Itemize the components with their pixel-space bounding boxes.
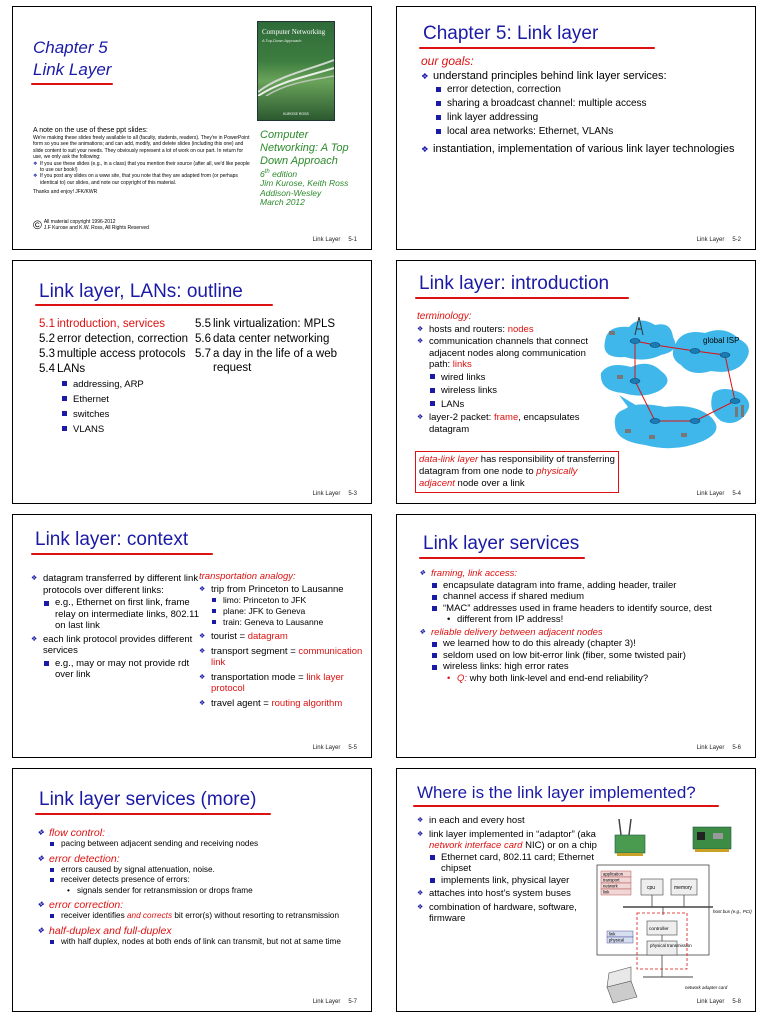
term-text: communication channels that connect adjacent nodes along communication path: (429, 336, 588, 370)
term-text: layer-2 packet: (429, 412, 494, 423)
analogy-text: transportation mode = (211, 671, 307, 683)
slide-introduction (396, 260, 756, 504)
definition-highlight: data-link layer (419, 454, 479, 465)
controller-label: controller (649, 927, 669, 932)
impl-text: NIC) or on a chip (522, 840, 597, 851)
chapter-title (33, 37, 111, 81)
outline-item (39, 347, 195, 361)
book-cover-image (257, 21, 335, 121)
context-column-left (31, 571, 201, 681)
terminology-label: terminology: (417, 311, 472, 322)
chapter-title-line1: Chapter 5 (33, 38, 108, 57)
slide-title: Where is the link layer implemented? (417, 783, 696, 802)
note-heading: A note on the use of these ppt slides: (33, 127, 148, 134)
definition-highlight: physically adjacent (419, 466, 578, 489)
highway-graphic (258, 56, 334, 96)
page-number: 5-4 (732, 491, 741, 497)
copyright-line: J.F Kurose and K.W. Ross, All Rights Reserved (43, 225, 149, 231)
edition-suffix: th (264, 169, 270, 175)
host-adapter-diagram (593, 817, 753, 1007)
outline-text: link virtualization: MPLS (213, 318, 336, 330)
service-subitem: encapsulate datagram into frame, adding header, trailer (431, 580, 745, 592)
edition-word: edition (269, 168, 298, 179)
outline-subitem: addressing, ARP (61, 377, 195, 392)
outline-text: introduction, services (57, 318, 166, 330)
slide-footer (305, 237, 357, 243)
term-item (417, 324, 597, 336)
adapter-card-label: network adapter card (685, 985, 728, 990)
edition-number: 6 (260, 168, 265, 179)
cpu-label: cpu (647, 885, 656, 891)
analogy-item: ❖ trip from Princeton to Lausanne (199, 584, 371, 596)
slide-context (12, 514, 372, 758)
outline-number: 5.1 (39, 318, 55, 330)
footer-label: Link Layer (696, 745, 725, 751)
slide-title: Link layer services (423, 533, 580, 554)
service-subitem: we learned how to do this already (chapter 3)! (431, 638, 745, 650)
ppt-note (33, 126, 253, 196)
slide-services-more (12, 768, 372, 1012)
title-underline (31, 83, 113, 85)
physical-tx-label (650, 943, 692, 948)
link-type: wired links (429, 371, 597, 385)
title-underline (35, 813, 271, 815)
outline-number: 5.4 (39, 363, 55, 375)
wireless-card-image (615, 819, 645, 856)
term-text: , encapsulates datagram (429, 412, 580, 435)
analogy-subitem: train: Geneva to Lausanne (211, 617, 371, 628)
title-underline (415, 297, 629, 299)
analogy-text: transport segment = (211, 645, 299, 657)
outline-number: 5.3 (39, 348, 55, 360)
goal-subitem: local area networks: Ethernet, VLANs (435, 125, 741, 139)
slide-footer (689, 491, 741, 497)
network-diagram (595, 311, 755, 461)
definition-text: node over a link (454, 478, 525, 489)
service-heading: ❖ error correction: (37, 899, 359, 911)
slide-title: Chapter 5: Link layer (423, 23, 599, 44)
slide-title: Link layer: context (35, 529, 189, 550)
context-item: ❖ each link protocol provides different services (31, 634, 201, 657)
analogy-subitem: limo: Princeton to JFK (211, 595, 371, 606)
link-type: wireless links (429, 384, 597, 398)
book-cover-subtitle: A Top-Down Approach (262, 38, 302, 43)
slide-outline (12, 260, 372, 504)
title-underline (31, 553, 213, 555)
slide-title: Link layer services (more) (39, 789, 257, 810)
analogy-item (199, 698, 371, 710)
service-subitem: receiver detects presence of errors: (49, 875, 359, 886)
service-subitem: seldom used on low bit-error link (fiber, some twisted pair) (431, 650, 745, 662)
service-heading: ❖ flow control: (37, 827, 359, 839)
outline-text: multiple access protocols (57, 348, 186, 360)
slide-services (396, 514, 756, 758)
analogy-item (199, 672, 371, 695)
enterprise-network-cloud (615, 404, 717, 448)
goal-subitem: link layer addressing (435, 111, 741, 125)
global-isp-label: global ISP (703, 336, 740, 345)
analogy-highlight: communication link (211, 645, 363, 668)
impl-item: ❖ in each and every host (417, 815, 597, 827)
term-item (417, 412, 597, 435)
context-subitem: e.g., Ethernet on first link, frame relay on intermediate links, 802.11 on last link (43, 597, 201, 632)
copyright-icon: © (33, 218, 42, 232)
footer-label: Link Layer (312, 491, 341, 497)
service-text: receiver identifies (61, 911, 127, 920)
footer-label: Link Layer (312, 745, 341, 751)
outline-item (39, 362, 195, 376)
slide-footer (305, 491, 357, 497)
analogy-highlight: link layer protocol (211, 671, 344, 694)
analogy-item (199, 631, 371, 643)
copyright (33, 219, 149, 231)
stack-layer-label: physical (609, 937, 625, 943)
outline-item (195, 347, 365, 375)
slide-implementation (396, 768, 756, 1012)
analogy-highlight: routing algorithm (271, 697, 343, 709)
protocol-stack (601, 871, 631, 895)
footer-label: Link Layer (312, 999, 341, 1005)
copyright-line: All material copyright 1996-2012 (43, 219, 116, 225)
book-title-line: Down Approach (260, 155, 338, 167)
outline-number: 5.7 (195, 348, 211, 360)
outline-number: 5.2 (39, 333, 55, 345)
service-text: bit error(s) without resorting to retransmission (172, 911, 340, 920)
outline-subitem: Ethernet (61, 392, 195, 407)
slide-footer (689, 237, 741, 243)
service-highlight: and corrects (126, 911, 173, 920)
services-list (419, 567, 745, 684)
service-detail: • signals sender for retransmission or drops frame (67, 886, 359, 897)
term-highlight: nodes (507, 323, 534, 335)
services-more-list (37, 827, 359, 947)
slide-footer (689, 745, 741, 751)
book-date: March 2012 (260, 197, 305, 208)
page-number: 5-3 (348, 491, 357, 497)
stack-layer-label: network (603, 883, 618, 889)
page-number: 5-1 (348, 237, 357, 243)
analogy-label: transportation analogy: (199, 571, 296, 582)
outline-subitem: switches (61, 407, 195, 422)
outline-subitem: VLANS (61, 422, 195, 437)
title-underline (419, 47, 655, 49)
analogy-subitem: plane: JFK to Geneva (211, 606, 371, 617)
slide-footer (689, 999, 741, 1005)
question-text: why both link-level and end-end reliability? (467, 672, 649, 684)
ethernet-card-image (693, 827, 731, 852)
implementation-list (417, 815, 597, 925)
term-highlight: links (452, 359, 472, 370)
impl-item: ❖ attaches into host’s system buses (417, 888, 597, 900)
note-text: We're making these slides freely available to all (faculty, students, readers). They're in PowerPoint form so you see the animations; and can add, modify, and delete slides (including this one) and slide content to suit your needs. They obviously represent a lot of work on our part. In return for use, we only ask the following: (33, 135, 250, 161)
chapter-title-line2: Link Layer (33, 60, 112, 79)
slide-footer (305, 999, 357, 1005)
service-subitem (49, 911, 359, 922)
service-heading: ❖ error detection: (37, 853, 359, 865)
book-info (260, 129, 349, 208)
impl-text: link layer implemented in “adaptor” (aka (429, 828, 596, 840)
link-type: LANs (429, 398, 597, 412)
adapter-stack (607, 931, 633, 943)
page-number: 5-5 (348, 745, 357, 751)
book-title-line: Networking: A Top (260, 142, 349, 154)
service-subitem: wireless links: high error rates (431, 661, 745, 673)
goals-list (421, 55, 741, 156)
footer-label: Link Layer (312, 237, 341, 243)
book-cover-title: Computer Networking (262, 28, 326, 36)
impl-item: ❖ combination of hardware, software, firmware (417, 902, 597, 925)
outline-number: 5.5 (195, 318, 211, 330)
outline-item (195, 317, 365, 331)
stack-layer-label: link (603, 889, 610, 895)
term-item (417, 336, 597, 371)
analogy-item (199, 646, 371, 669)
outline-column-right (195, 317, 365, 376)
host-bus-label: host bus (e.g., PCI) (713, 909, 752, 914)
service-subitem: “MAC” addresses used in frame headers to identify source, dest (431, 603, 745, 615)
stack-layer-label: application (603, 871, 624, 877)
goal-subitem: error detection, correction (435, 83, 741, 97)
outline-item (195, 332, 365, 346)
service-subitem: pacing between adjacent sending and receiving nodes (49, 839, 359, 850)
book-cover-authors: KUROSE ROSS (283, 112, 309, 116)
page-number: 5-8 (732, 999, 741, 1005)
outline-text: a day in the life of a web request (213, 348, 338, 374)
title-underline (413, 805, 719, 807)
footer-label: Link Layer (696, 237, 725, 243)
note-thanks: Thanks and enjoy! JFK/KWR (33, 189, 98, 196)
slide-chapter-5-title (12, 6, 372, 250)
analogy-text: travel agent = (211, 697, 272, 709)
slide-footer (305, 745, 357, 751)
book-authors: Jim Kurose, Keith Ross (260, 178, 349, 189)
goals-label: our goals: (421, 54, 474, 68)
memory-label: memory (674, 885, 693, 891)
note-bullet: ❖ If you post any slides on a www site, that you note that they are adapted from (or perhaps identical to) our slides, and note our copyright of this material. (33, 173, 253, 186)
definition-box (415, 451, 619, 493)
service-heading: ❖ framing, link access: (419, 568, 745, 580)
stack-layer-label: transport (603, 877, 620, 883)
impl-subitem: Ethernet card, 802.11 card; Ethernet chipset (429, 852, 597, 875)
slide-title: Link layer: introduction (419, 273, 610, 294)
service-heading: ❖ reliable delivery between adjacent nodes (419, 627, 745, 639)
page-number: 5-2 (732, 237, 741, 243)
outline-column-left (39, 317, 195, 437)
analogy-highlight: datagram (247, 631, 288, 642)
context-subitem: e.g., may or may not provide rdt over link (43, 658, 201, 681)
impl-item (417, 829, 597, 852)
definition-text: has responsibility of transferring datagram from one node to (419, 454, 615, 477)
footer-label: Link Layer (696, 491, 725, 497)
goal-item: ❖ instantiation, implementation of various link layer technologies (421, 143, 741, 156)
service-detail: • different from IP address! (447, 614, 745, 626)
term-highlight: frame (493, 412, 519, 423)
service-subitem: with half duplex, nodes at both ends of link can transmit, but not at same time (49, 937, 359, 948)
service-heading: ❖ half-duplex and full-duplex (37, 925, 359, 937)
analogy-text: tourist = (211, 631, 248, 642)
footer-label: Link Layer (696, 999, 725, 1005)
goal-item: ❖ understand principles behind link layer services: (421, 70, 741, 83)
impl-highlight: network interface card (429, 840, 523, 851)
question-label: Q: (457, 672, 468, 684)
page-number: 5-7 (348, 999, 357, 1005)
outline-text: data center networking (213, 333, 330, 345)
terminology-list (417, 311, 597, 435)
analogy-column (199, 571, 371, 709)
stack-layer-label: link (609, 931, 616, 937)
outline-item (39, 317, 195, 331)
page-number: 5-6 (732, 745, 741, 751)
outline-item (39, 332, 195, 346)
book-publisher: Addison-Wesley (260, 187, 322, 198)
impl-subitem: implements link, physical layer (429, 875, 597, 887)
title-underline (419, 557, 585, 559)
laptop-icon (607, 967, 637, 1003)
slide-chapter-goals (396, 6, 756, 250)
note-bullet: ❖ If you use these slides (e.g., in a class) that you mention their source (after all, we'd like people to use our book!) (33, 161, 253, 174)
slide-title: Link layer, LANs: outline (39, 281, 243, 302)
goal-subitem: sharing a broadcast channel: multiple access (435, 97, 741, 111)
physical-tx-text: physical transmission (650, 943, 692, 948)
title-underline (35, 304, 273, 306)
term-text: hosts and routers: (429, 323, 508, 335)
book-title-line: Computer (260, 129, 309, 141)
service-subitem: errors caused by signal attenuation, noise. (49, 865, 359, 876)
service-subitem: channel access if shared medium (431, 591, 745, 603)
service-question (447, 673, 745, 685)
outline-text: error detection, correction (57, 333, 189, 345)
context-item: ❖ datagram transferred by different link protocols over different links: (31, 573, 201, 596)
outline-text: LANs (57, 363, 86, 375)
outline-number: 5.6 (195, 333, 211, 345)
